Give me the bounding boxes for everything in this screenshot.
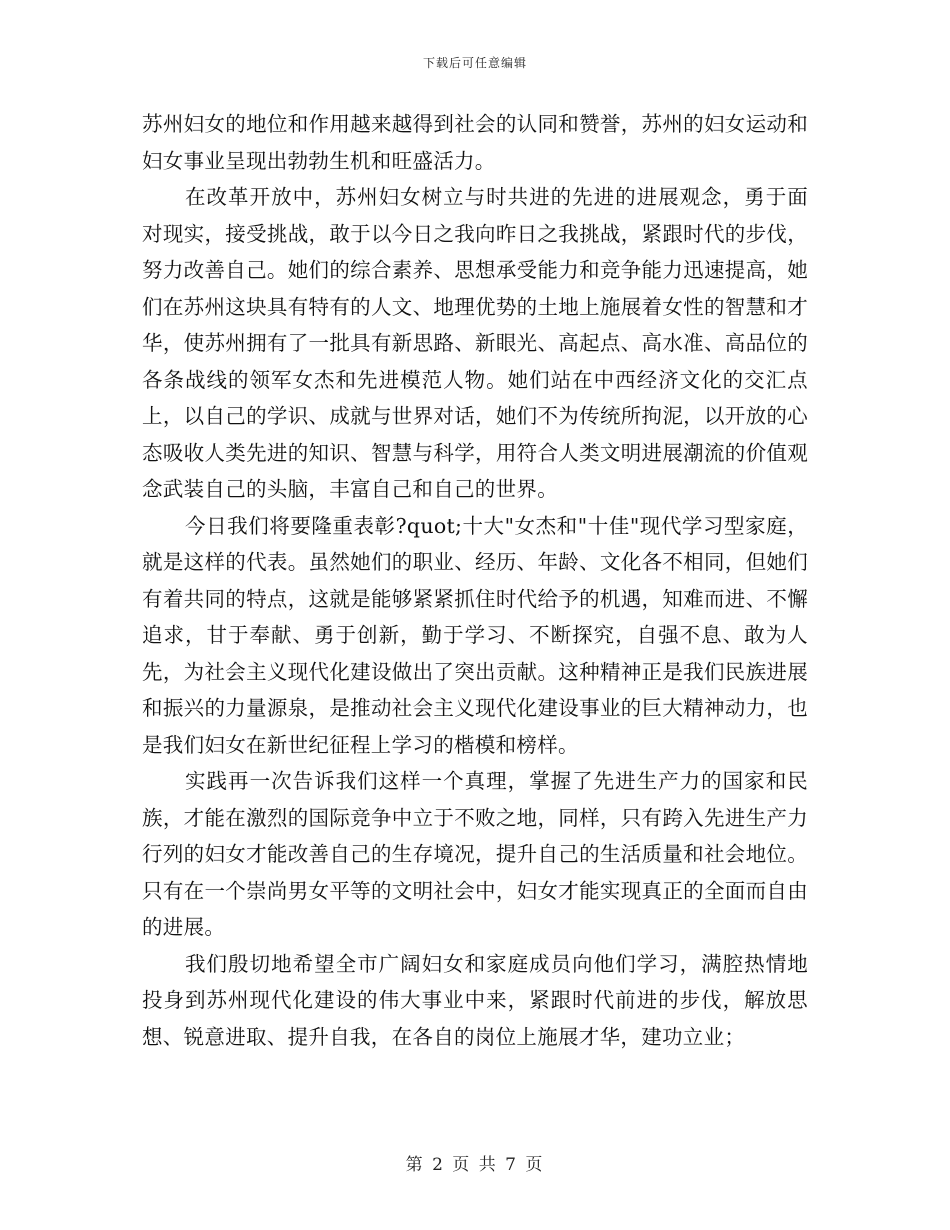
document-body xyxy=(142,106,808,1055)
paragraph-continuation: 苏州妇女的地位和作用越来越得到社会的认同和赞誉，苏州的妇女运动和妇女事业呈现出勃勃生机和旺盛活力。 xyxy=(142,112,808,173)
paragraph-commendation: 今日我们将要隆重表彰?quot;十大"女杰和"十佳"现代学习型家庭，就是这样的代表。虽然她们的职业、经历、年龄、文化各不相同，但她们有着共同的特点，这就是能够紧紧抓住时代给予的机遇，知难而进、不懈追求，甘于奉献、勇于创新，勤于学习、不断探究，自强不息、敢为人先，为社会主义现代化建设做出了突出贡献。这种精神正是我们民族进展和振兴的力量源泉，是推动社会主义现代化建设事业的巨大精神动力，也是我们妇女在新世纪征程上学习的楷模和榜样。 xyxy=(142,513,808,757)
page-footer: 第 2 页 共 7 页 xyxy=(405,1155,545,1175)
paragraph-practice: 实践再一次告诉我们这样一个真理，掌握了先进生产力的国家和民族，才能在激烈的国际竞争中立于不败之地，同样，只有跨入先进生产力行列的妇女才能改善自己的生存境况，提升自己的生活质量和社会地位。只有在一个崇尚男女平等的文明社会中，妇女才能实现真正的全面而自由的进展。 xyxy=(142,769,808,939)
page-header: 下载后可任意编辑 xyxy=(422,56,527,70)
paragraph-hope: 我们殷切地希望全市广阔妇女和家庭成员向他们学习，满腔热情地投身到苏州现代化建设的伟大事业中来，紧跟时代前进的步伐，解放思想、锐意进取、提升自我，在各自的岗位上施展才华，建功立业； xyxy=(142,951,808,1049)
paragraph-reform: 在改革开放中，苏州妇女树立与时共进的先进的进展观念，勇于面对现实，接受挑战，敢于以今日之我向昨日之我挑战，紧跟时代的步伐，努力改善自己。她们的综合素养、思想承受能力和竞争能力迅速提高，她们在苏州这块具有特有的人文、地理优势的土地上施展着女性的智慧和才华，使苏州拥有了一批具有新思路、新眼光、高起点、高水准、高品位的各条战线的领军女杰和先进模范人物。她们站在中西经济文化的交汇点上，以自己的学识、成就与世界对话，她们不为传统所拘泥，以开放的心态吸收人类先进的知识、智慧与科学，用符合人类文明进展潮流的价值观念武装自己的头脑，丰富自己和自己的世界。 xyxy=(142,185,808,501)
